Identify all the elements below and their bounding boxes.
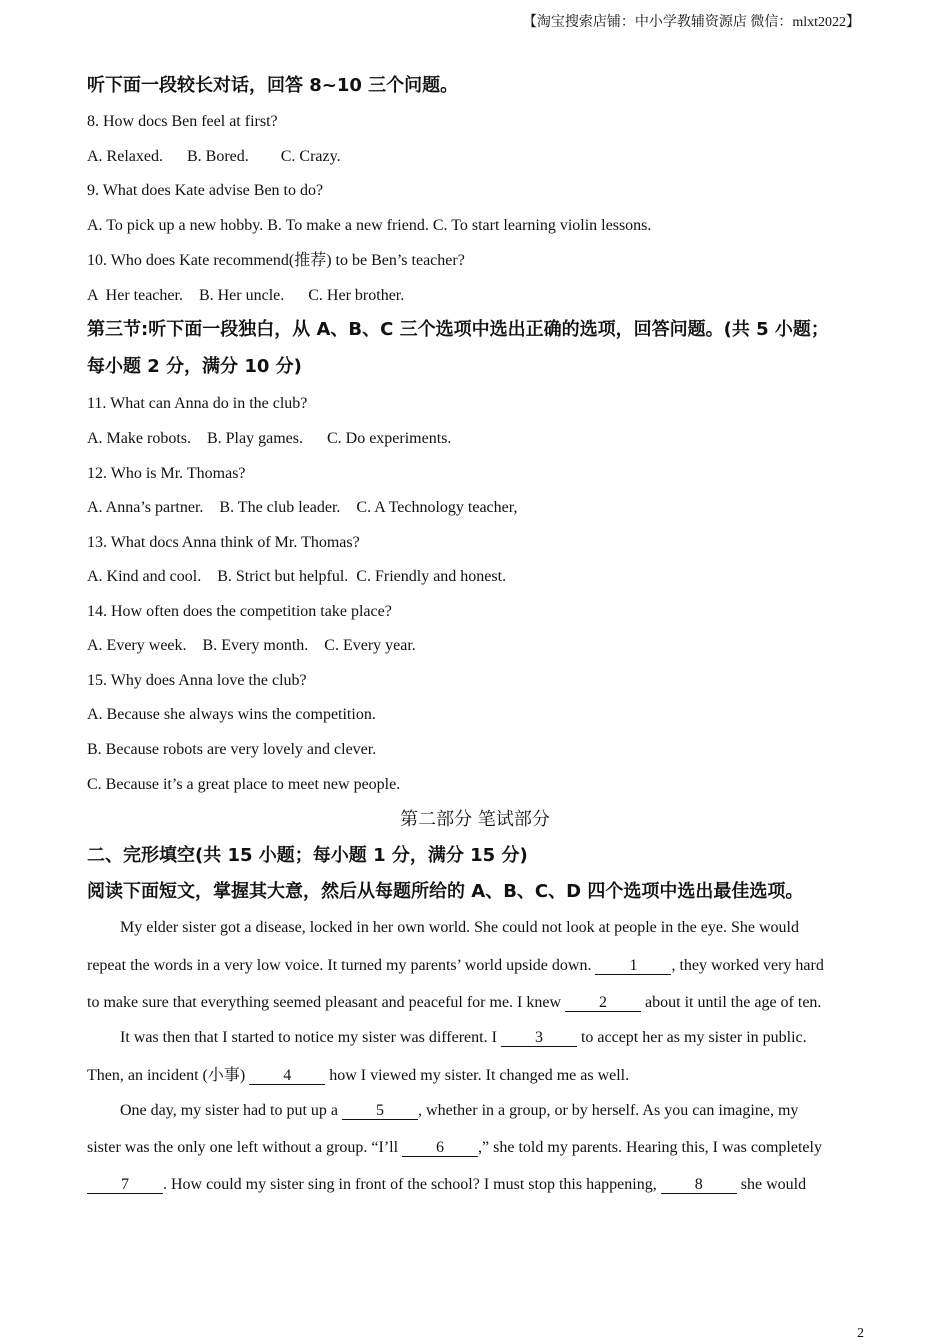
passage-text: Then, an incident (小事): [87, 1067, 250, 1084]
blank-2: 2: [565, 994, 641, 1012]
cloze-instructions: 阅读下面短文，掌握其大意，然后从每题所给的 A、B、C、D 四个选项中选出最佳选项。: [87, 881, 804, 902]
question-9-options: A. To pick up a new hobby. B. To make a new friend. C. To start learning violin lessons.: [87, 217, 652, 234]
question-12-options: A. Anna’s partner. B. The club leader. C. A Technology teacher,: [87, 499, 518, 516]
section-3-heading-cont: 每小题 2 分，满分 10 分): [87, 356, 302, 377]
passage-line: [87, 1066, 629, 1086]
blank-6: 6: [402, 1139, 478, 1157]
passage-text: One day, my sister had to put up a: [120, 1102, 343, 1119]
passage-text: about it until the age of ten.: [641, 994, 822, 1011]
question-14-options: A. Every week. B. Every month. C. Every year.: [87, 637, 416, 654]
question-15-option-a: A. Because she always wins the competition.: [87, 706, 376, 723]
question-15: 15. Why does Anna love the club?: [87, 672, 307, 689]
part-2-title: 第二部分 笔试部分: [400, 809, 550, 830]
blank-1: 1: [595, 957, 671, 975]
passage-line: My elder sister got a disease, locked in her own world. She could not look at people in the eye. She would: [120, 919, 799, 936]
cloze-title: 二、完形填空(共 15 小题；每小题 1 分，满分 15 分): [87, 845, 528, 866]
passage-text: she would: [736, 1176, 807, 1193]
passage-line: [87, 956, 824, 976]
passage-text: how I viewed my sister. It changed me as well.: [325, 1067, 630, 1084]
passage-text: ,” she told my parents. Hearing this, I was completely: [478, 1139, 822, 1156]
question-10: 10. Who does Kate recommend(推荐) to be Ben’s teacher?: [87, 252, 465, 269]
passage-line: [120, 1028, 807, 1048]
page-number: 2: [857, 1326, 864, 1341]
question-10-options: A Her teacher. B. Her uncle. C. Her brother.: [87, 287, 405, 304]
passage-text: . How could my sister sing in front of the school? I must stop this happening,: [163, 1176, 661, 1193]
passage-text: It was then that I started to notice my sister was different. I: [120, 1029, 501, 1046]
passage-text: , they worked very hard: [671, 957, 824, 974]
question-8: 8. How docs Ben feel at first?: [87, 113, 278, 130]
passage-line: [87, 1138, 822, 1158]
blank-8: 8: [661, 1176, 737, 1194]
question-15-option-c: C. Because it’s a great place to meet new people.: [87, 776, 401, 793]
question-13-options: A. Kind and cool. B. Strict but helpful. C. Friendly and honest.: [87, 568, 507, 585]
passage-line: [87, 1175, 806, 1195]
blank-4: 4: [249, 1067, 325, 1085]
blank-5: 5: [342, 1102, 418, 1120]
blank-7: 7: [87, 1176, 163, 1194]
question-12: 12. Who is Mr. Thomas?: [87, 465, 246, 482]
passage-text: , whether in a group, or by herself. As you can imagine, my: [418, 1102, 799, 1119]
question-11: 11. What can Anna do in the club?: [87, 395, 308, 412]
question-8-options: A. Relaxed. B. Bored. C. Crazy.: [87, 148, 341, 165]
question-14: 14. How often does the competition take place?: [87, 603, 392, 620]
section-3-heading: 第三节:听下面一段独白，从 A、B、C 三个选项中选出正确的选项，回答问题。(共 5 小题；: [87, 319, 829, 340]
section-heading: 听下面一段较长对话，回答 8~10 三个问题。: [87, 75, 459, 96]
question-13: 13. What docs Anna think of Mr. Thomas?: [87, 534, 360, 551]
passage-line: [87, 993, 821, 1013]
passage-text: to accept her as my sister in public.: [576, 1029, 807, 1046]
passage-text: sister was the only one left without a group. “I’ll: [87, 1139, 403, 1156]
passage-text: repeat the words in a very low voice. It turned my parents’ world upside down.: [87, 957, 596, 974]
question-11-options: A. Make robots. B. Play games. C. Do experiments.: [87, 430, 452, 447]
passage-text: to make sure that everything seemed pleasant and peaceful for me. I knew: [87, 994, 566, 1011]
blank-3: 3: [501, 1029, 577, 1047]
passage-line: [120, 1101, 798, 1121]
question-9: 9. What does Kate advise Ben to do?: [87, 182, 324, 199]
page-header: 【淘宝搜索店铺：中小学教辅资源店 微信：mlxt2022】: [522, 15, 860, 30]
question-15-option-b: B. Because robots are very lovely and clever.: [87, 741, 377, 758]
